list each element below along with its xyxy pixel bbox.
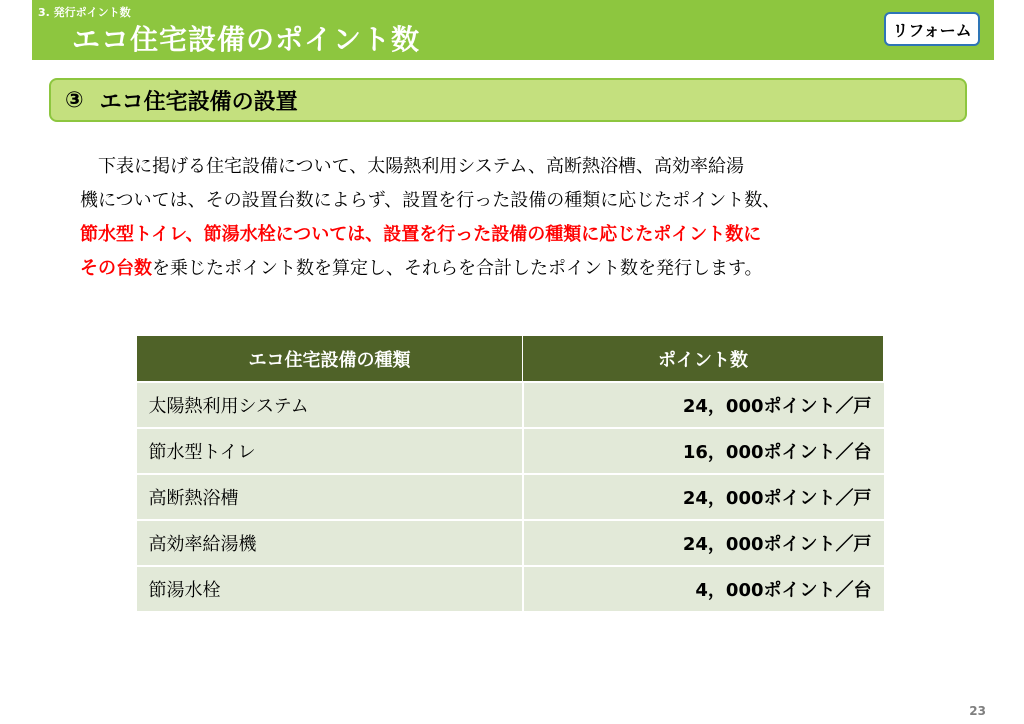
category-badge: リフォーム (884, 12, 980, 46)
table-row (137, 566, 884, 611)
description-line-3-highlight: 節水型トイレ、節湯水栓については、設置を行った設備の種類に応じたポイント数に (80, 224, 762, 245)
description-paragraph (80, 150, 950, 286)
table-header-row (137, 336, 884, 382)
page-number: 23 (969, 704, 986, 718)
description-line-2: 機については、その設置台数によらず、設置を行った設備の種類に応じたポイント数、 (80, 190, 781, 211)
section-label: 3. 発行ポイント数 (38, 6, 131, 19)
equipment-type-cell: 太陽熱利用システム (137, 382, 523, 428)
points-cell: 24，000ポイント／戸 (523, 382, 884, 428)
table-row (137, 520, 884, 566)
sub-heading-text: エコ住宅設備の設置 (99, 89, 298, 115)
table-row (137, 474, 884, 520)
table-row (137, 428, 884, 474)
description-line-4-highlight: その台数 (80, 258, 152, 279)
equipment-type-cell: 節水型トイレ (137, 428, 523, 474)
table-row (137, 382, 884, 428)
equipment-type-cell: 高効率給湯機 (137, 520, 523, 566)
equipment-type-cell: 高断熱浴槽 (137, 474, 523, 520)
points-cell: 24，000ポイント／戸 (523, 520, 884, 566)
column-header-points: ポイント数 (523, 336, 884, 382)
points-cell: 24，000ポイント／戸 (523, 474, 884, 520)
points-cell: 4，000ポイント／台 (523, 566, 884, 611)
points-table (136, 336, 884, 611)
column-header-type: エコ住宅設備の種類 (137, 336, 523, 382)
sub-heading-number: ③ (65, 87, 84, 113)
points-cell: 16，000ポイント／台 (523, 428, 884, 474)
sub-heading (49, 78, 967, 122)
equipment-type-cell: 節湯水栓 (137, 566, 523, 611)
page-title: エコ住宅設備のポイント数 (72, 23, 421, 56)
description-line-4 (80, 252, 950, 286)
description-line-4-rest: を乗じたポイント数を算定し、それらを合計したポイント数を発行します。 (152, 258, 763, 279)
description-line-1: 下表に掲げる住宅設備について、太陽熱利用システム、高断熱浴槽、高効率給湯 (98, 156, 745, 177)
